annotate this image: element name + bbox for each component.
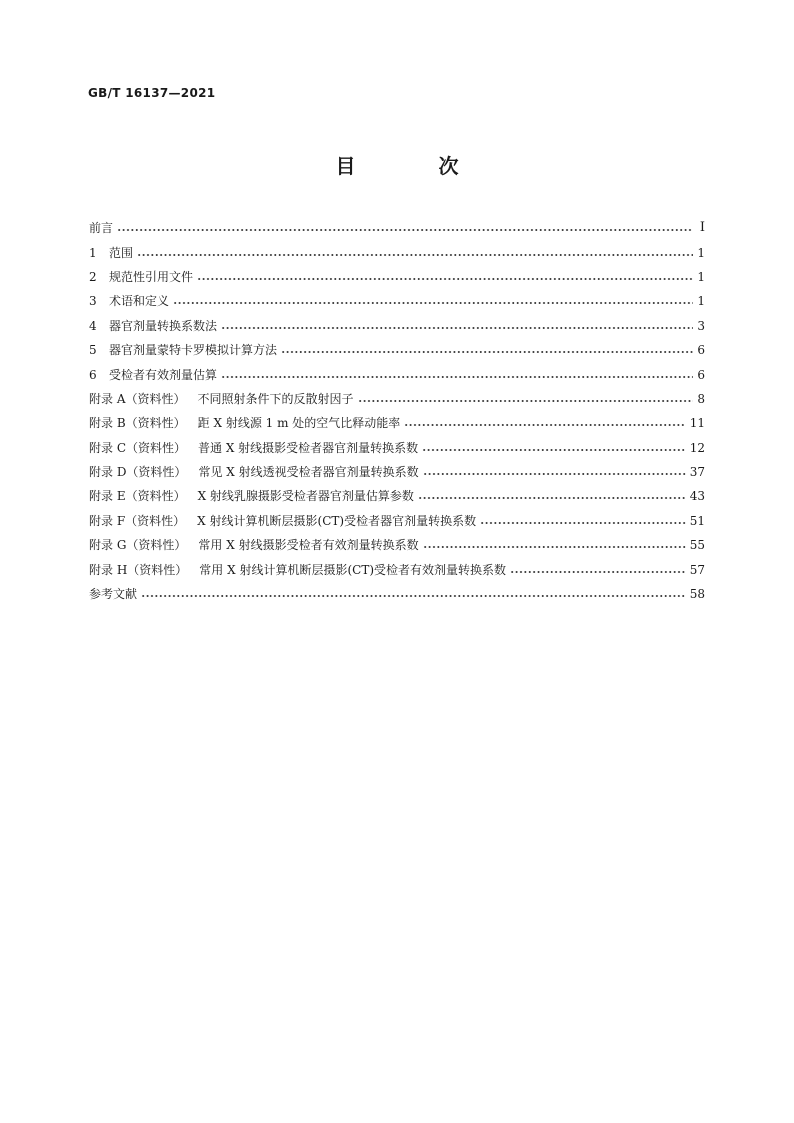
toc-entry-page: I <box>699 220 705 236</box>
toc-leader-dots <box>418 497 686 499</box>
toc-entry-label <box>89 489 414 503</box>
toc-entry-number: 6 <box>89 367 97 382</box>
toc-entry-label <box>89 343 277 357</box>
toc-entry-text: 受检者有效剂量估算 <box>109 367 218 382</box>
toc-entry[interactable] <box>89 484 705 508</box>
toc-leader-dots <box>423 546 686 548</box>
toc-entry-label <box>89 221 113 235</box>
toc-leader-dots <box>221 327 693 329</box>
toc-entry-label <box>89 587 137 601</box>
toc-entry-page: 57 <box>689 562 705 577</box>
toc-entry-page: 51 <box>689 513 705 528</box>
toc-leader-dots <box>423 473 686 475</box>
toc-entry[interactable] <box>89 387 705 411</box>
toc-entry-text: 距 X 射线源 1 m 处的空气比释动能率 <box>197 416 401 431</box>
toc-entry-text: 术语和定义 <box>109 294 170 309</box>
toc-entry-page: 1 <box>697 245 705 260</box>
toc-entry-number: 3 <box>89 294 97 309</box>
toc-entry-annex-prefix: 附录 C（资料性） <box>89 440 186 455</box>
toc-entry-page: 58 <box>689 587 705 602</box>
toc-entry-page: 1 <box>697 269 705 284</box>
toc-entry-page: 12 <box>689 440 705 455</box>
toc-entry-text: 普通 X 射线摄影受检者器官剂量转换系数 <box>198 440 419 455</box>
toc-entry[interactable] <box>89 216 705 240</box>
toc-leader-dots <box>117 229 693 231</box>
page-title: 目 次 <box>335 154 497 178</box>
toc-entry-label <box>89 294 169 308</box>
toc-entry-label <box>89 465 419 479</box>
toc-leader-dots <box>510 571 686 573</box>
toc-entry-annex-prefix: 附录 D（资料性） <box>89 465 187 480</box>
toc-entry[interactable] <box>89 314 705 338</box>
toc-entry-text: 参考文献 <box>89 587 138 602</box>
toc-entry-label <box>89 392 354 406</box>
toc-entry-number: 2 <box>89 269 97 284</box>
toc-leader-dots <box>404 424 685 426</box>
toc-entry-number: 4 <box>89 318 97 333</box>
toc-entry[interactable] <box>89 240 705 264</box>
toc-entry-text: 规范性引用文件 <box>109 269 194 284</box>
toc-entry-label <box>89 563 506 577</box>
toc-entry-annex-prefix: 附录 E（资料性） <box>89 489 186 504</box>
toc-entry[interactable] <box>89 509 705 533</box>
toc-entry-text: X 射线乳腺摄影受检者器官剂量估算参数 <box>197 489 414 504</box>
toc-entry[interactable] <box>89 557 705 581</box>
toc-leader-dots <box>358 400 694 402</box>
toc-entry-annex-prefix: 附录 A（资料性） <box>89 391 186 406</box>
toc-entry[interactable] <box>89 533 705 557</box>
toc-entry-text: 常用 X 射线计算机断层摄影(CT)受检者有效剂量转换系数 <box>199 562 507 577</box>
toc-entry-text: 前言 <box>89 221 114 236</box>
toc-leader-dots <box>141 595 686 597</box>
toc-entry-number: 5 <box>89 343 97 358</box>
toc-entry-label <box>89 416 400 430</box>
toc-entry-text: 不同照射条件下的反散射因子 <box>197 391 354 406</box>
toc-entry-page: 43 <box>689 489 705 504</box>
toc-entry[interactable] <box>89 338 705 362</box>
toc-entry-page: 6 <box>697 343 705 358</box>
toc-entry-label <box>89 246 133 260</box>
toc-leader-dots <box>137 254 693 256</box>
toc-entry[interactable] <box>89 460 705 484</box>
toc-entry-text: X 射线计算机断层摄影(CT)受检者器官剂量转换系数 <box>197 513 477 528</box>
toc-leader-dots <box>281 351 693 353</box>
toc-entry[interactable] <box>89 289 705 313</box>
toc-entry-annex-prefix: 附录 G（资料性） <box>89 538 187 553</box>
toc-entry-page: 8 <box>697 391 705 406</box>
toc-entry-label <box>89 538 419 552</box>
toc-entry[interactable] <box>89 265 705 289</box>
toc-entry-text: 常用 X 射线摄影受检者有效剂量转换系数 <box>198 538 419 553</box>
toc-entry-label <box>89 441 418 455</box>
toc-entry-text: 器官剂量转换系数法 <box>109 318 218 333</box>
toc-entry-label <box>89 270 193 284</box>
toc-entry-page: 11 <box>689 416 705 431</box>
table-of-contents <box>89 216 705 606</box>
toc-entry-page: 3 <box>697 318 705 333</box>
toc-entry-text: 常见 X 射线透视受检者器官剂量转换系数 <box>198 465 419 480</box>
toc-entry-page: 6 <box>697 367 705 382</box>
toc-entry-annex-prefix: 附录 F（资料性） <box>89 513 186 528</box>
toc-leader-dots <box>221 376 693 378</box>
toc-entry-annex-prefix: 附录 B（资料性） <box>89 416 186 431</box>
toc-leader-dots <box>197 278 693 280</box>
toc-entry-label <box>89 368 217 382</box>
toc-leader-dots <box>422 449 686 451</box>
toc-entry[interactable] <box>89 436 705 460</box>
toc-entry-number: 1 <box>89 245 97 260</box>
toc-entry-page: 55 <box>689 538 705 553</box>
toc-leader-dots <box>480 522 686 524</box>
toc-entry-text: 器官剂量蒙特卡罗模拟计算方法 <box>109 343 278 358</box>
toc-entry-page: 1 <box>697 294 705 309</box>
toc-entry[interactable] <box>89 582 705 606</box>
toc-entry-label <box>89 514 476 528</box>
toc-entry-page: 37 <box>689 465 705 480</box>
toc-entry[interactable] <box>89 362 705 386</box>
toc-entry[interactable] <box>89 411 705 435</box>
toc-entry-text: 范围 <box>109 245 134 260</box>
toc-leader-dots <box>173 302 693 304</box>
toc-entry-annex-prefix: 附录 H（资料性） <box>89 562 188 577</box>
toc-entry-label <box>89 319 217 333</box>
standard-code: GB/T 16137—2021 <box>88 86 216 100</box>
